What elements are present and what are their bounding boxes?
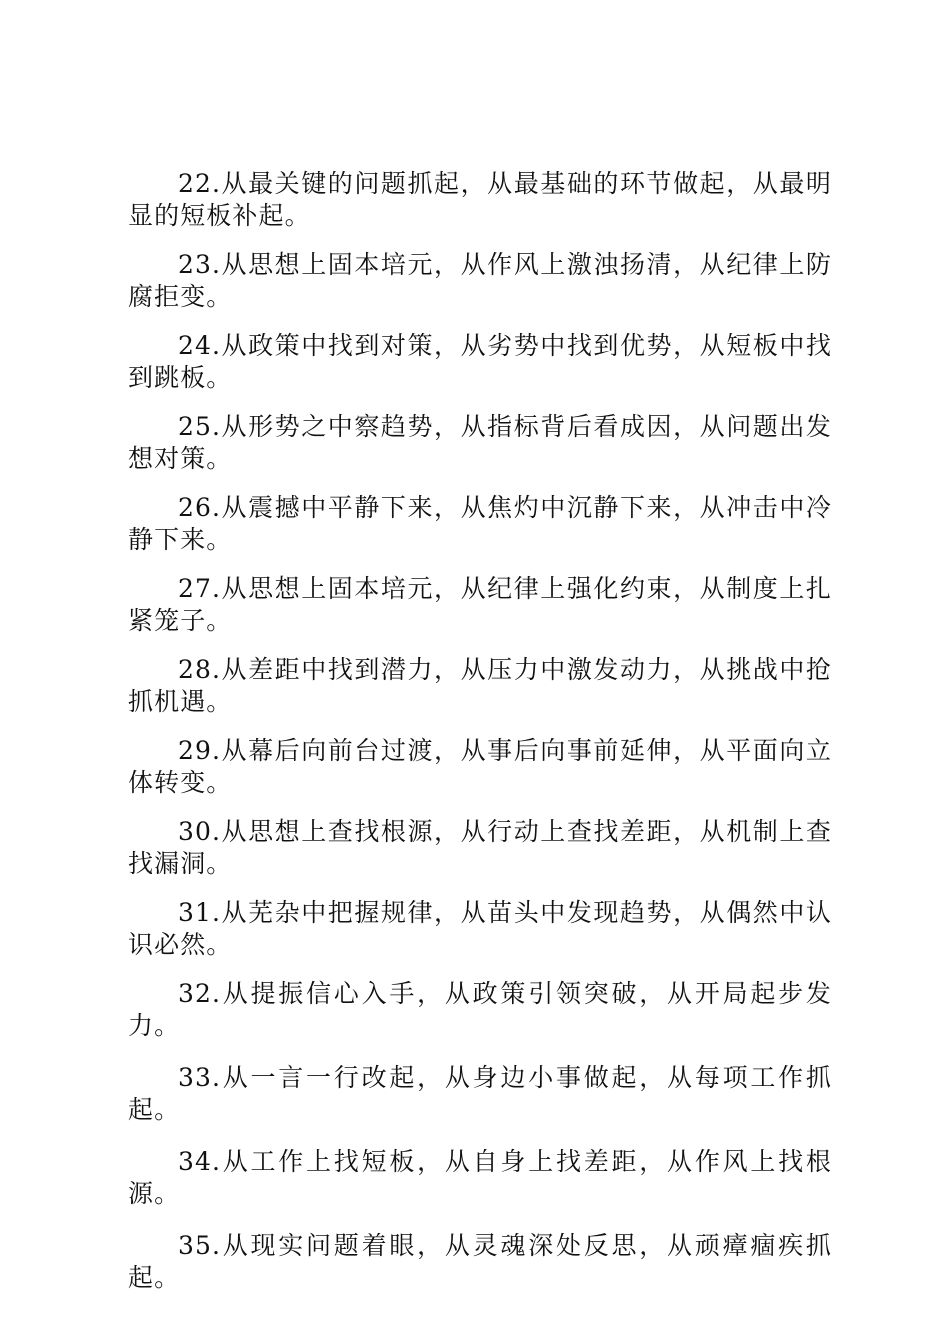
paragraph-27: 27.从思想上固本培元，从纪律上强化约束，从制度上扎紧笼子。 (128, 574, 832, 635)
paragraph-22: 22.从最关键的问题抓起，从最基础的环节做起，从最明显的短板补起。 (128, 169, 832, 230)
paragraph-31: 31.从芜杂中把握规律，从苗头中发现趋势，从偶然中认识必然。 (128, 898, 832, 959)
paragraph-32: 32.从提振信心入手，从政策引领突破，从开局起步发力。 (128, 979, 832, 1040)
paragraph-29: 29.从幕后向前台过渡，从事后向事前延伸，从平面向立体转变。 (128, 736, 832, 797)
document-page (128, 168, 832, 1314)
paragraph-26: 26.从震撼中平静下来，从焦灼中沉静下来，从冲击中冷静下来。 (128, 493, 832, 554)
paragraph-25: 25.从形势之中察趋势，从指标背后看成因，从问题出发想对策。 (128, 412, 832, 473)
paragraph-30: 30.从思想上查找根源，从行动上查找差距，从机制上查找漏洞。 (128, 817, 832, 878)
paragraph-28: 28.从差距中找到潜力，从压力中激发动力，从挑战中抢抓机遇。 (128, 655, 832, 716)
paragraph-33: 33.从一言一行改起，从身边小事做起，从每项工作抓起。 (128, 1063, 832, 1124)
paragraph-23: 23.从思想上固本培元，从作风上激浊扬清，从纪律上防腐拒变。 (128, 250, 832, 311)
paragraph-24: 24.从政策中找到对策，从劣势中找到优势，从短板中找到跳板。 (128, 331, 832, 392)
paragraph-34: 34.从工作上找短板，从自身上找差距，从作风上找根源。 (128, 1147, 832, 1208)
paragraph-35: 35.从现实问题着眼，从灵魂深处反思，从顽瘴痼疾抓起。 (128, 1231, 832, 1292)
